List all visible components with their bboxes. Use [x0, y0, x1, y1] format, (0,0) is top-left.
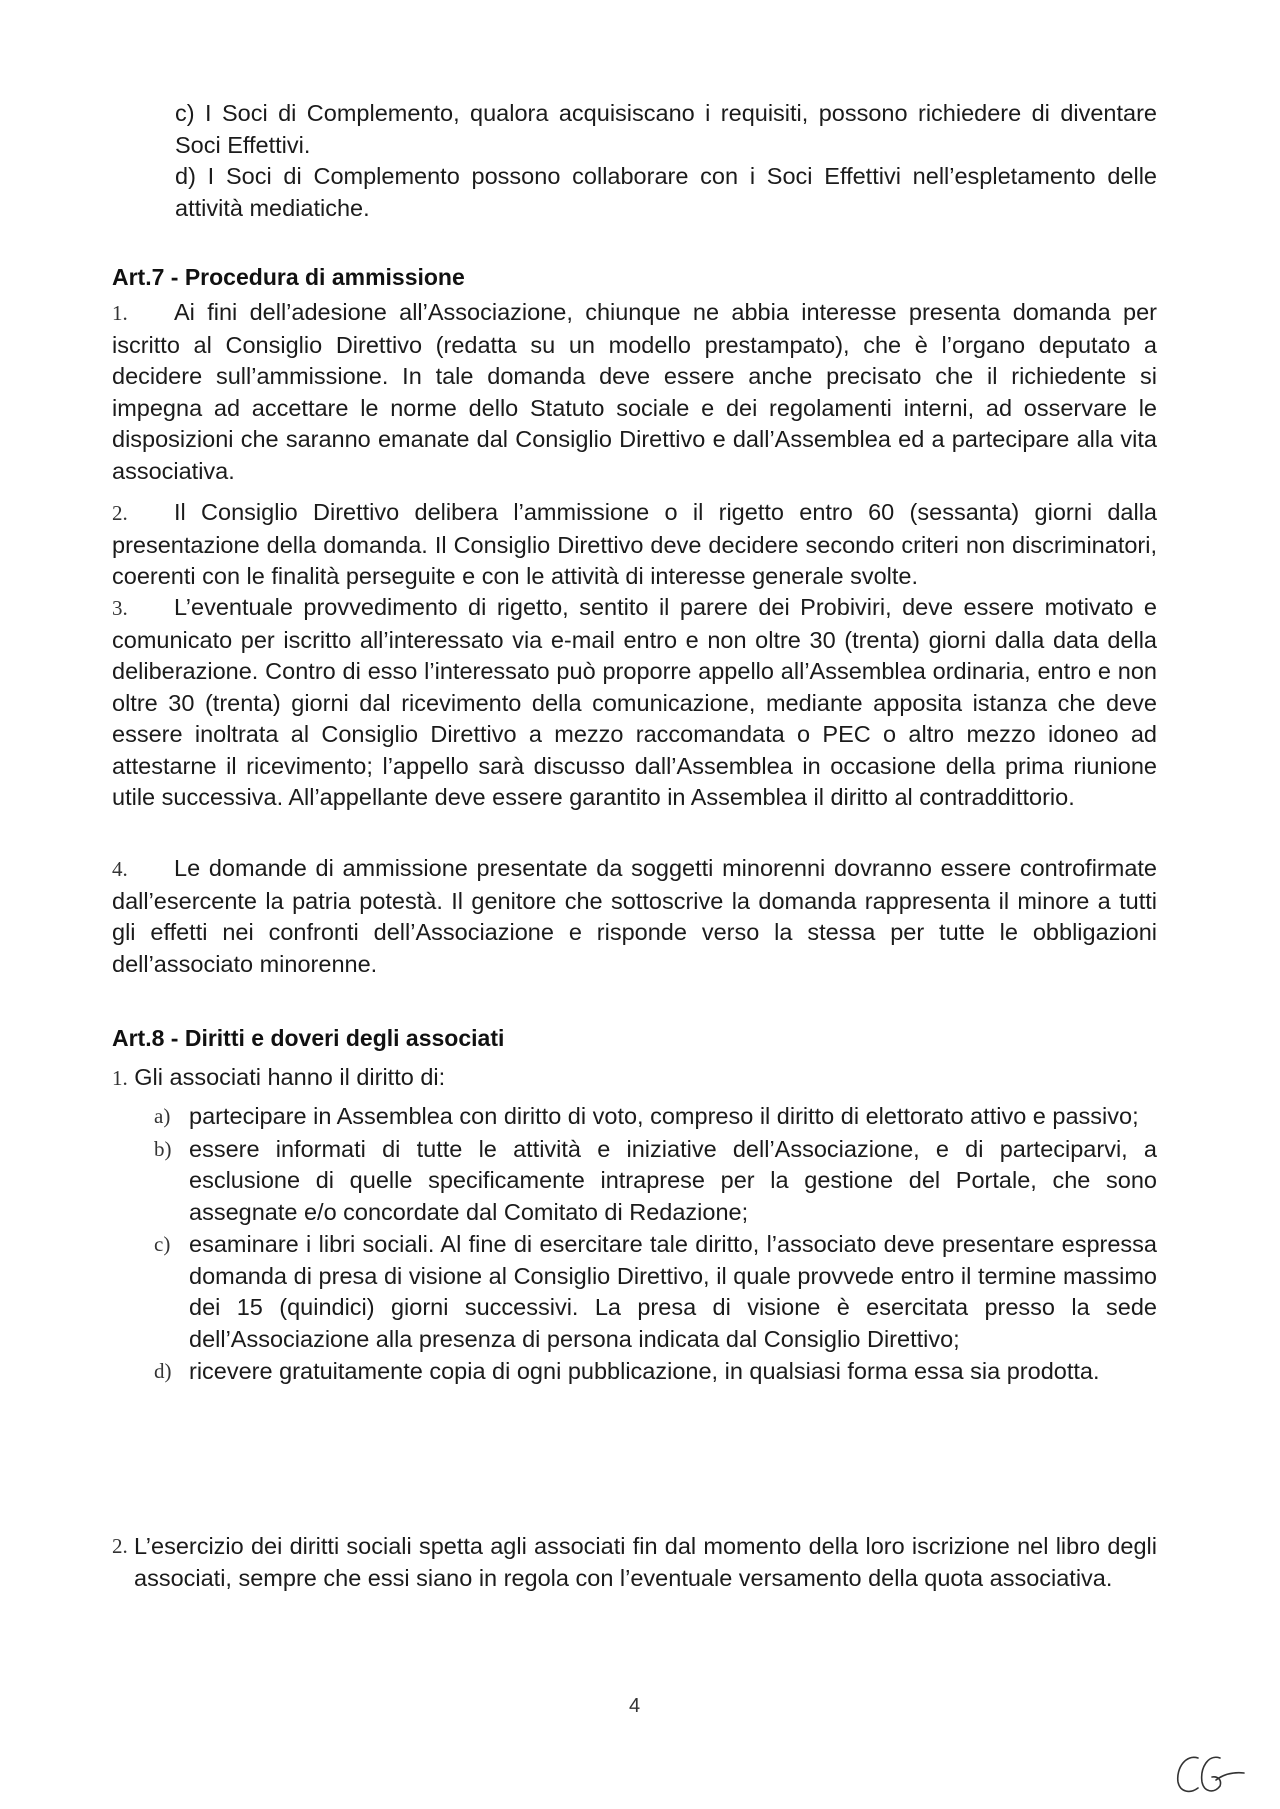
paragraph-number: 1.: [112, 1066, 128, 1090]
paragraph-text: Il Consiglio Direttivo delibera l’ammissione o il rigetto entro 60 (sessanta) giorni dalla presentazione della domanda. Il Consiglio Direttivo deve decidere secondo criteri non discriminatori, coerenti con le finalità perseguite e con le attività di interesse generale svolte.: [112, 499, 1157, 589]
art7-paragraph-4: [112, 853, 1157, 980]
handwritten-initials: [1172, 1750, 1252, 1805]
paragraph-text: Ai fini dell’adesione all’Associazione, chiunque ne abbia interesse presenta domanda per iscritto al Consiglio Direttivo (redatta su un modello prestampato), che è l’organo deputato a decidere sull’ammissione. In tale domanda deve essere anche precisato che il richiedente si impegna ad accettare le norme dello Statuto sociale e dei regolamenti interni, ad osservare le disposizioni che saranno emanate dal Consiglio Direttivo e dall’Assemblea ed a partecipare alla vita associativa.: [112, 299, 1157, 484]
art8-heading: Art.8 - Diritti e doveri degli associati: [112, 1025, 505, 1051]
item-text: ricevere gratuitamente copia di ogni pubblicazione, in qualsiasi forma essa sia prodotta.: [189, 1358, 1100, 1384]
art8-paragraph-2: [112, 1531, 1157, 1594]
previous-article-tail: [175, 98, 1157, 224]
item-label: d): [154, 1359, 172, 1383]
right-item-a: [112, 1101, 1157, 1133]
paragraph-number: 2.: [112, 1534, 128, 1558]
item-label: b): [154, 1136, 172, 1161]
paragraph-number: 2.: [112, 501, 128, 525]
paragraph-text: L’esercizio dei diritti sociali spetta agli associati fin dal momento della loro iscrizione nel libro degli associati, sempre che essi siano in regola con l’eventuale versamento della quota associativa.: [134, 1533, 1157, 1591]
paragraph-text: Le domande di ammissione presentate da soggetti minorenni dovranno essere controfirmate dall’esercente la patria potestà. Il genitore che sottoscrive la domanda rappresenta il minore a tutti gli effetti nei confronti dell’Associazione e risponde verso la stessa per tutte le obbligazioni dell’associato minorenne.: [112, 855, 1157, 977]
item-text: partecipare in Assemblea con diritto di voto, compreso il diritto di elettorato attivo e passivo;: [189, 1103, 1139, 1129]
paragraph-text: L’eventuale provvedimento di rigetto, sentito il parere dei Probiviri, deve essere motivato e comunicato per iscritto all’interessato via e-mail entro e non oltre 30 (trenta) giorni dalla data della deliberazione. Contro di esso l’interessato può proporre appello all’Assemblea ordinaria, entro e non oltre 30 (trenta) giorni dal ricevimento della comunicazione, mediante apposita istanza che deve essere inoltrata al Consiglio Direttivo a mezzo raccomandata o PEC o altro mezzo idoneo ad attestarne il ricevimento; l’appello sarà discusso dall’Assemblea in occasione della prima riunione utile successiva. All’appellante deve essere garantito in Assemblea il diritto al contraddittorio.: [112, 594, 1157, 810]
item-label: a): [154, 1104, 171, 1128]
right-item-b: [112, 1134, 1157, 1229]
intro-text: Gli associati hanno il diritto di:: [134, 1064, 446, 1090]
right-item-c: [112, 1229, 1157, 1355]
paragraph-number: 1.: [112, 301, 128, 325]
right-item-d: [112, 1356, 1157, 1388]
signature-mark: [1172, 1750, 1252, 1800]
art7-paragraph-2: [112, 497, 1157, 593]
art8-intro: [112, 1062, 1157, 1095]
paragraph-number: 4.: [112, 857, 128, 881]
paragraph-number: 3.: [112, 596, 128, 620]
art7-paragraph-1: [112, 297, 1157, 487]
art7-paragraph-3: [112, 592, 1157, 814]
page-number: 4: [629, 1695, 641, 1717]
item-label: c): [154, 1232, 171, 1256]
art7-heading: Art.7 - Procedura di ammissione: [112, 264, 465, 290]
item-text: esaminare i libri sociali. Al fine di esercitare tale diritto, l’associato deve presentare espressa domanda di presa di visione al Consiglio Direttivo, il quale provvede entro il termine massimo dei 15 (quindici) giorni successivi. La presa di visione è esercitata presso la sede dell’Associazione alla presenza di persona indicata dal Consiglio Direttivo;: [189, 1231, 1157, 1352]
clause-d: d) I Soci di Complemento possono collaborare con i Soci Effettivi nell’espletamento delle attività mediatiche.: [175, 163, 1157, 221]
clause-c: c) I Soci di Complemento, qualora acquisiscano i requisiti, possono richiedere di diventare Soci Effettivi.: [175, 100, 1157, 158]
item-text: essere informati di tutte le attività e iniziative dell’Associazione, e di parteciparvi, a esclusione di quelle specificamente intraprese per la gestione del Portale, che sono assegnate e/o concordate dal Comitato di Redazione;: [189, 1135, 1157, 1225]
rights-list: [112, 1101, 1157, 1389]
